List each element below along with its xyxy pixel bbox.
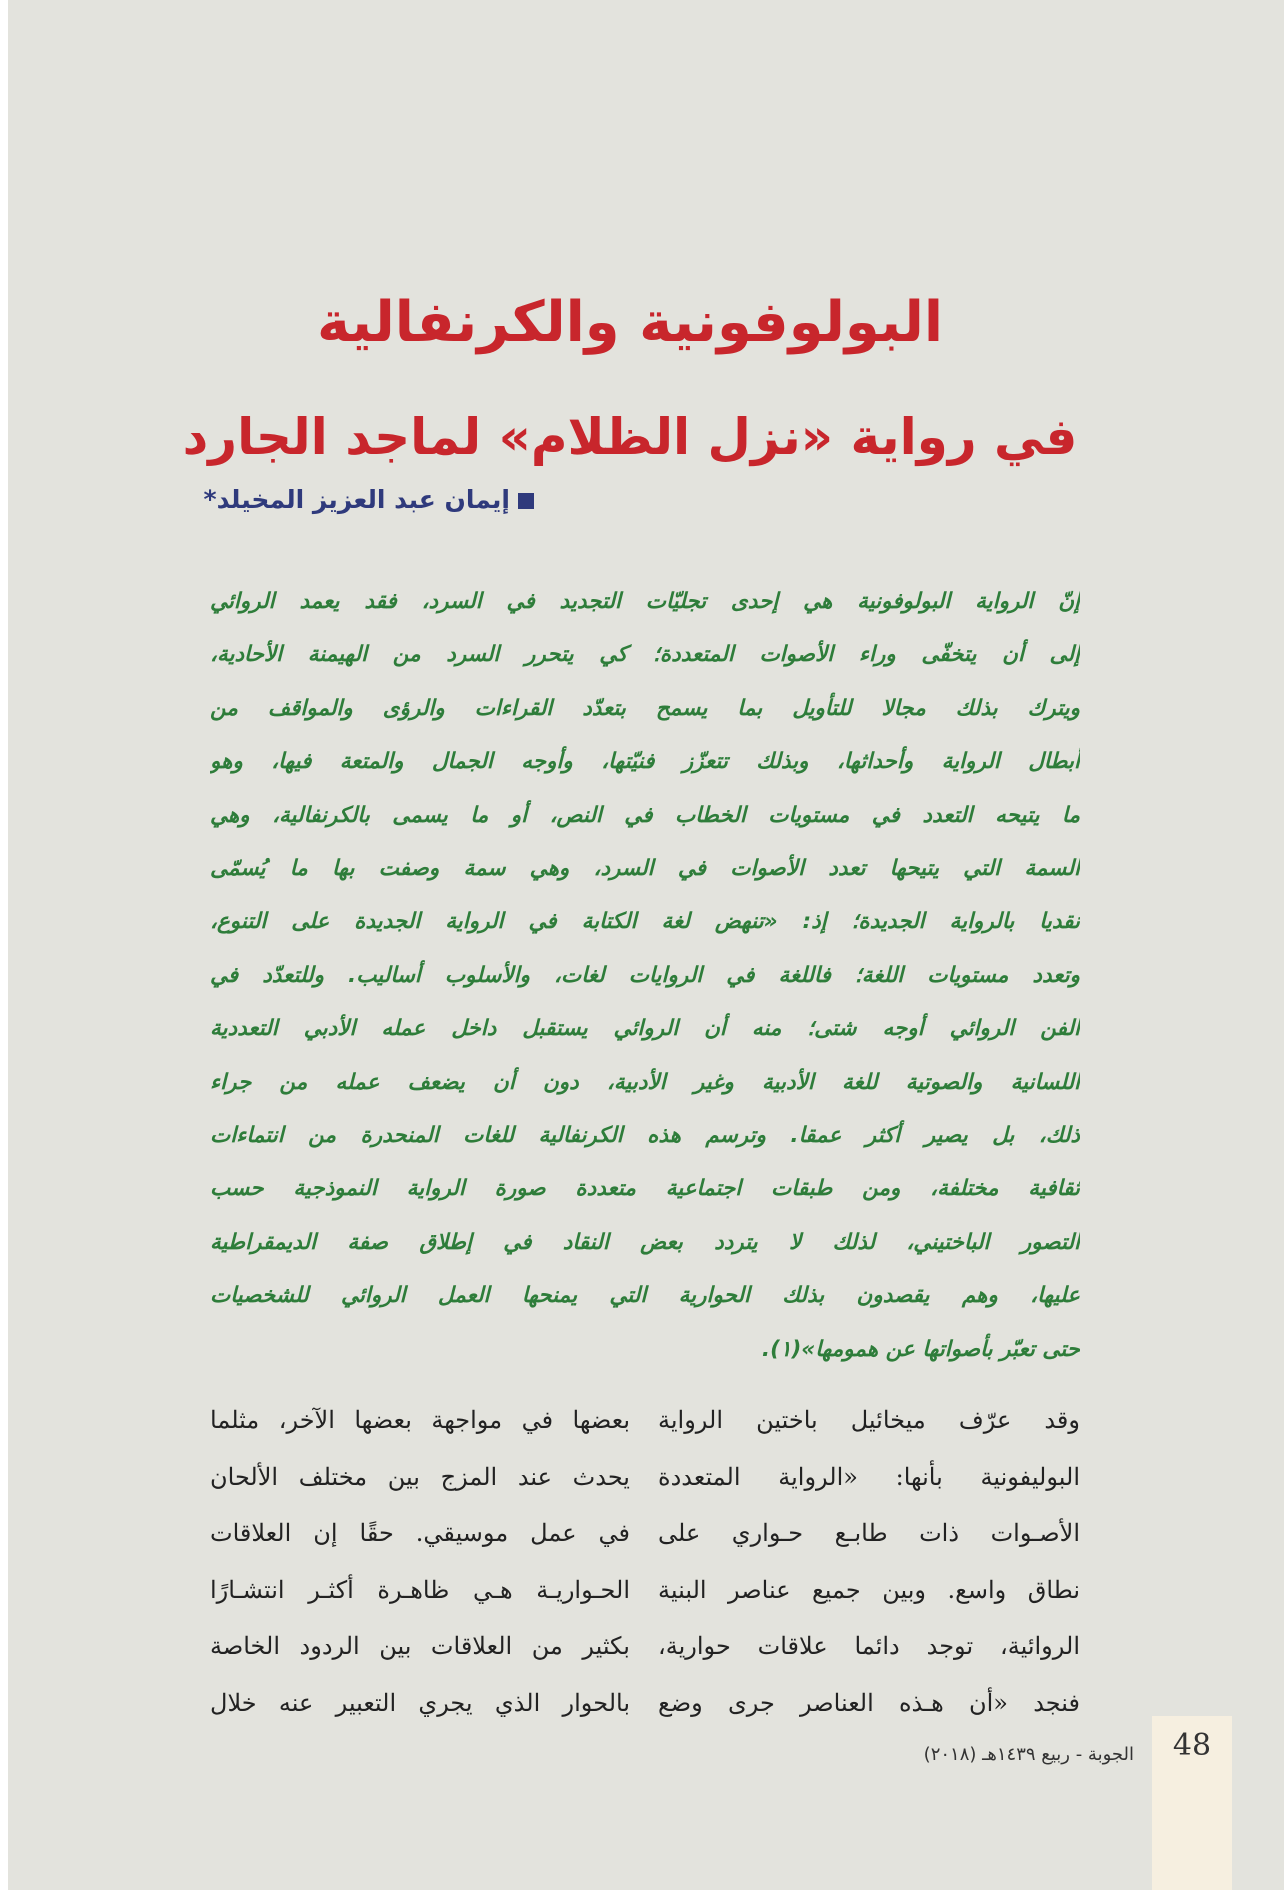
issue-footer: الجوبة - ربيع ١٤٣٩هـ (٢٠١٨) bbox=[923, 1744, 1134, 1765]
abstract-line: وتعدد مستويات اللغة؛ فاللغة في الروايات لغات، والأسلوب أساليب. وللتعدّد في bbox=[210, 962, 1080, 988]
body-column-right bbox=[658, 1392, 1080, 1732]
page-edge bbox=[0, 0, 8, 1890]
body-line: نطاق واسع. وبين جميع عناصر البنية bbox=[658, 1575, 1080, 1604]
abstract bbox=[210, 575, 1080, 1376]
abstract-line: ما يتيحه التعدد في مستويات الخطاب في النص، أو ما يسمى بالكرنفالية، وهي bbox=[210, 802, 1080, 828]
abstract-line: عليها، وهم يقصدون بذلك الحوارية التي يمنحها العمل الروائي للشخصيات bbox=[210, 1283, 1080, 1309]
abstract-line: إنّ الرواية البولوفونية هي إحدى تجليّات التجديد في السرد، فقد يعمد الروائي bbox=[210, 589, 1080, 614]
page-number: 48 bbox=[1172, 1728, 1212, 1763]
body-line: الأصـوات ذات طابـع حـواري على bbox=[658, 1519, 1080, 1548]
author-byline bbox=[204, 480, 535, 520]
body-line: بعضها في مواجهة بعضها الآخر، مثلما bbox=[210, 1406, 630, 1434]
square-bullet-icon bbox=[518, 493, 534, 509]
author-name: إيمان عبد العزيز المخيلد* bbox=[203, 485, 510, 514]
abstract-line: التصور الباختيني، لذلك لا يتردد بعض النقاد في إطلاق صفة الديمقراطية bbox=[210, 1229, 1080, 1255]
abstract-line: نقديا بالرواية الجديدة؛ إذ: «تنهض لغة الكتابة في الرواية الجديدة على التنوع، bbox=[210, 909, 1080, 935]
abstract-line: أبطال الرواية وأحداثها، وبذلك تتعزّز فنيّتها، وأوجه الجمال والمتعة فيها، وهو bbox=[210, 749, 1080, 775]
body-line: الحـواريـة هـي ظاهـرة أكثـر انتشـارًا bbox=[210, 1575, 630, 1604]
abstract-line: ذلك، بل يصير أكثر عمقا. وترسم هذه الكرنفالية للغات المنحدرة من انتماءات bbox=[210, 1123, 1080, 1149]
abstract-line: الفن الروائي أوجه شتى؛ منه أن الروائي يستقبل داخل عمله الأدبي التعددية bbox=[210, 1016, 1080, 1042]
abstract-line: حتى تعبّر بأصواتها عن همومها»(١). bbox=[761, 1336, 1080, 1362]
body-line: البوليفونية بأنها: «الرواية المتعددة bbox=[658, 1462, 1080, 1491]
abstract-line: السمة التي يتيحها تعدد الأصوات في السرد، وهي سمة وصفت بها ما يُسمّى bbox=[210, 856, 1080, 882]
body-line: في عمل موسيقي. حقًا إن العلاقات bbox=[210, 1519, 630, 1548]
body-line: فنجد «أن هـذه العناصر جرى وضع bbox=[658, 1688, 1080, 1717]
body-column-left bbox=[210, 1392, 630, 1732]
body-line: الروائية، توجد دائما علاقات حوارية، bbox=[658, 1632, 1080, 1661]
abstract-line: ثقافية مختلفة، ومن طبقات اجتماعية متعددة صورة الرواية النموذجية حسب bbox=[210, 1176, 1080, 1202]
body-line: يحدث عند المزج بين مختلف الألحان bbox=[210, 1462, 630, 1491]
article-title: البولوفونية والكرنفالية bbox=[316, 289, 944, 355]
body-line: بالحوار الذي يجري التعبير عنه خلال bbox=[210, 1688, 630, 1717]
abstract-line: اللسانية والصوتية للغة الأدبية وغير الأدبية، دون أن يضعف عمله من جراء bbox=[210, 1069, 1080, 1095]
article-subtitle: في رواية «نزل الظلام» لماجد الجارد bbox=[182, 407, 1078, 466]
abstract-line: إلى أن يتخفّى وراء الأصوات المتعددة؛ كي يتحرر السرد من الهيمنة الأحادية، bbox=[210, 642, 1080, 668]
body-line: وقد عرّف ميخائيل باختين الرواية bbox=[658, 1406, 1080, 1434]
abstract-line: ويترك بذلك مجالا للتأويل بما يسمح بتعدّد القراءات والرؤى والمواقف من bbox=[210, 695, 1080, 721]
body-line: بكثير من العلاقات بين الردود الخاصة bbox=[210, 1632, 630, 1661]
